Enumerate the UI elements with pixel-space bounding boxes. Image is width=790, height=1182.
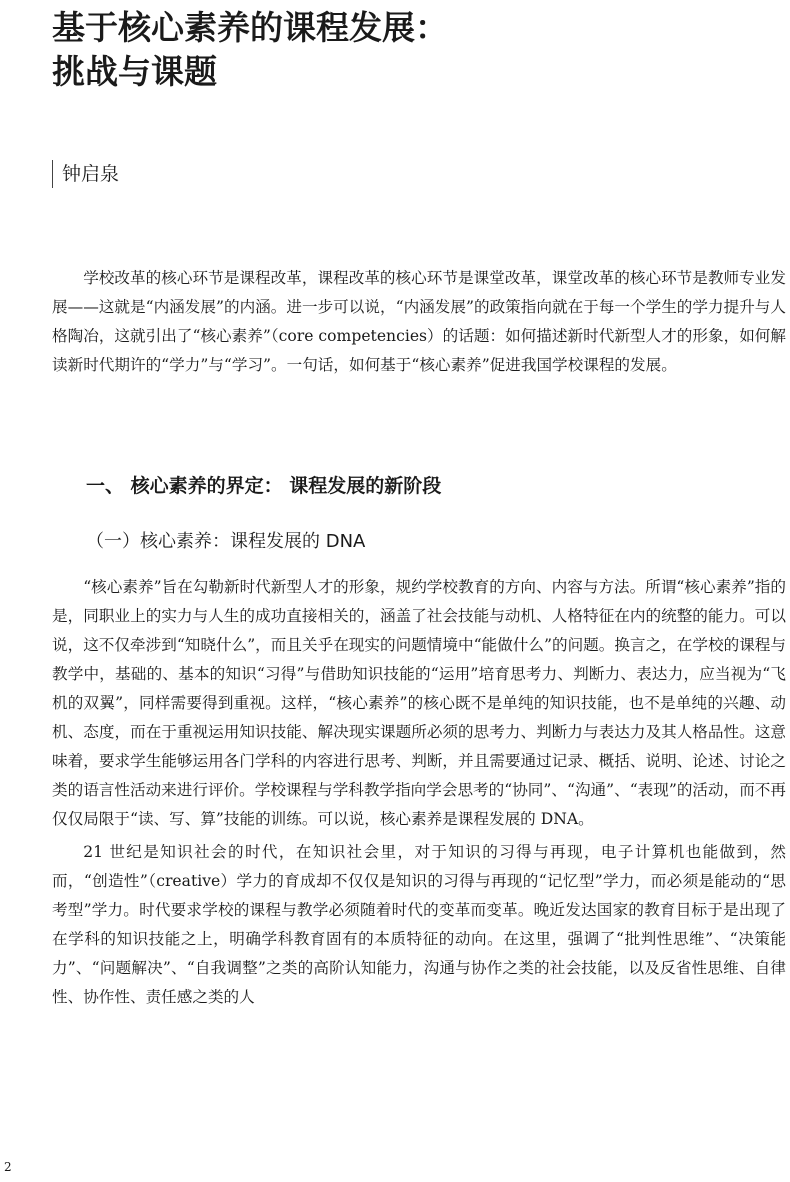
body-paragraph-2: 21 世纪是知识社会的时代，在知识社会里，对于知识的习得与再现，电子计算机也能做到，然而，“创造性”（creative）学力的育成却不仅仅是知识的习得与再现的“记忆型”学力，而必须是能动的“思考型”学力。时代要求学校的课程与教学必须随着时代的变革而变革。晚近发达国家的教育目标于是出现了在学科的知识技能之上，明确学科教育固有的本质特征的动向。在这里，强调了“批判性思维”、“决策能力”、“问题解决”、“自我调整”之类的高阶认知能力，沟通与协作之类的社会技能，以及反省性思维、自律性、协作性、责任感之类的人 [52, 843, 786, 1006]
section-body [52, 573, 786, 1012]
section-heading: 一、 核心素养的界定： 课程发展的新阶段 [86, 475, 442, 497]
article-title-line-2: 挑战与课题 [52, 52, 217, 91]
body-paragraph-1: “核心素养”旨在勾勒新时代新型人才的形象，规约学校教育的方向、内容与方法。所谓“核心素养”指的是，同职业上的实力与人生的成功直接相关的，涵盖了社会技能与动机、人格特征在内的统整的能力。可以说，这不仅牵涉到“知晓什么”，而且关乎在现实的问题情境中“能做什么”的问题。换言之，在学校的课程与教学中，基础的、基本的知识“习得”与借助知识技能的“运用”培育思考力、判断力、表达力，应当视为“飞机的双翼”，同样需要得到重视。这样，“核心素养”的核心既不是单纯的知识技能，也不是单纯的兴趣、动机、态度，而在于重视运用知识技能、解决现实课题所必须的思考力、判断力与表达力及其人格品性。这意味着，要求学生能够运用各门学科的内容进行思考、判断，并且需要通过记录、概括、说明、论述、讨论之类的语言性活动来进行评价。学校课程与学科教学指向学会思考的“协同”、“沟通”、“表现”的活动，而不再仅仅局限于“读、写、算”技能的训练。可以说，核心素养是课程发展的 DNA。 [52, 578, 786, 828]
intro-paragraph: 学校改革的核心环节是课程改革，课程改革的核心环节是课堂改革，课堂改革的核心环节是教师专业发展——这就是“内涵发展”的内涵。进一步可以说，“内涵发展”的政策指向就在于每一个学生的学力提升与人格陶冶，这就引出了“核心素养”（core competencies）的话题：如何描述新时代新型人才的形象，如何解读新时代期许的“学力”与“学习”。一句话，如何基于“核心素养”促进我国学校课程的发展。 [52, 269, 786, 374]
intro-section [52, 264, 786, 380]
page-number: 2 [4, 1160, 12, 1174]
article-title-line-1: 基于核心素养的课程发展： [52, 8, 448, 47]
subsection-heading: （一）核心素养：课程发展的 DNA [86, 531, 366, 552]
article-title [52, 6, 752, 94]
author-name: 钟启泉 [52, 160, 119, 188]
